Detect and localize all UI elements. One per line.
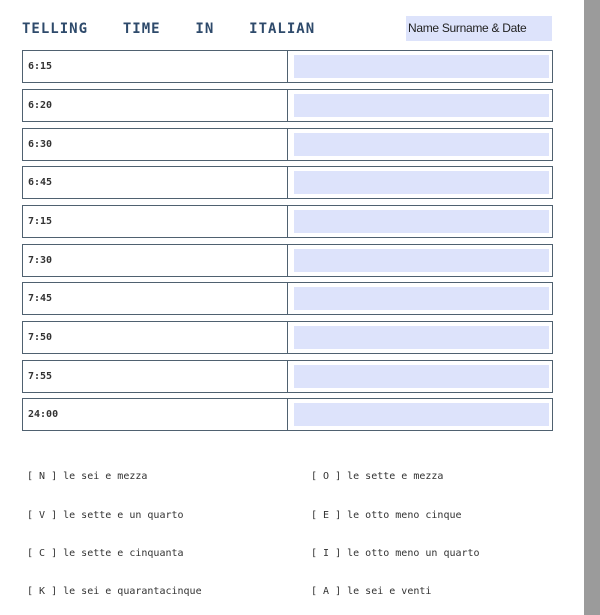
answer-field[interactable] [294, 326, 549, 349]
time-label: 6:30 [23, 129, 288, 160]
time-row [22, 360, 553, 393]
time-row [22, 205, 553, 238]
answer-field[interactable] [294, 403, 549, 426]
answer-field[interactable] [294, 210, 549, 233]
time-label: 7:30 [23, 245, 288, 276]
time-label: 7:50 [23, 322, 288, 353]
option-item: [ C ] le sette e cinquanta [27, 548, 184, 559]
time-label: 24:00 [23, 399, 288, 430]
option-item: [ E ] le otto meno cinque [311, 510, 462, 521]
time-label: 7:45 [23, 283, 288, 314]
option-item: [ N ] le sei e mezza [27, 471, 148, 482]
time-row [22, 128, 553, 161]
time-label: 6:45 [23, 167, 288, 198]
answer-field[interactable] [294, 55, 549, 78]
time-row [22, 321, 553, 354]
option-item: [ A ] le sei e venti [311, 586, 432, 597]
time-row [22, 166, 553, 199]
option-item: [ I ] le otto meno un quarto [311, 548, 480, 559]
time-row [22, 244, 553, 277]
time-label: 7:55 [23, 361, 288, 392]
option-item: [ O ] le sette e mezza [311, 471, 444, 482]
time-row [22, 282, 553, 315]
answer-field[interactable] [294, 133, 549, 156]
time-row [22, 50, 553, 83]
viewer-background-edge [584, 0, 600, 615]
time-label: 6:15 [23, 51, 288, 82]
time-label: 7:15 [23, 206, 288, 237]
name-surname-date-field[interactable]: Name Surname & Date [406, 16, 552, 41]
time-label: 6:20 [23, 90, 288, 121]
answer-field[interactable] [294, 171, 549, 194]
answer-field[interactable] [294, 287, 549, 310]
page-title: TELLING TIME IN ITALIAN [22, 21, 316, 37]
option-item: [ V ] le sette e un quarto [27, 510, 184, 521]
time-row [22, 89, 553, 122]
answer-field[interactable] [294, 249, 549, 272]
option-item: [ K ] le sei e quarantacinque [27, 586, 202, 597]
answer-field[interactable] [294, 94, 549, 117]
time-row [22, 398, 553, 431]
answer-field[interactable] [294, 365, 549, 388]
